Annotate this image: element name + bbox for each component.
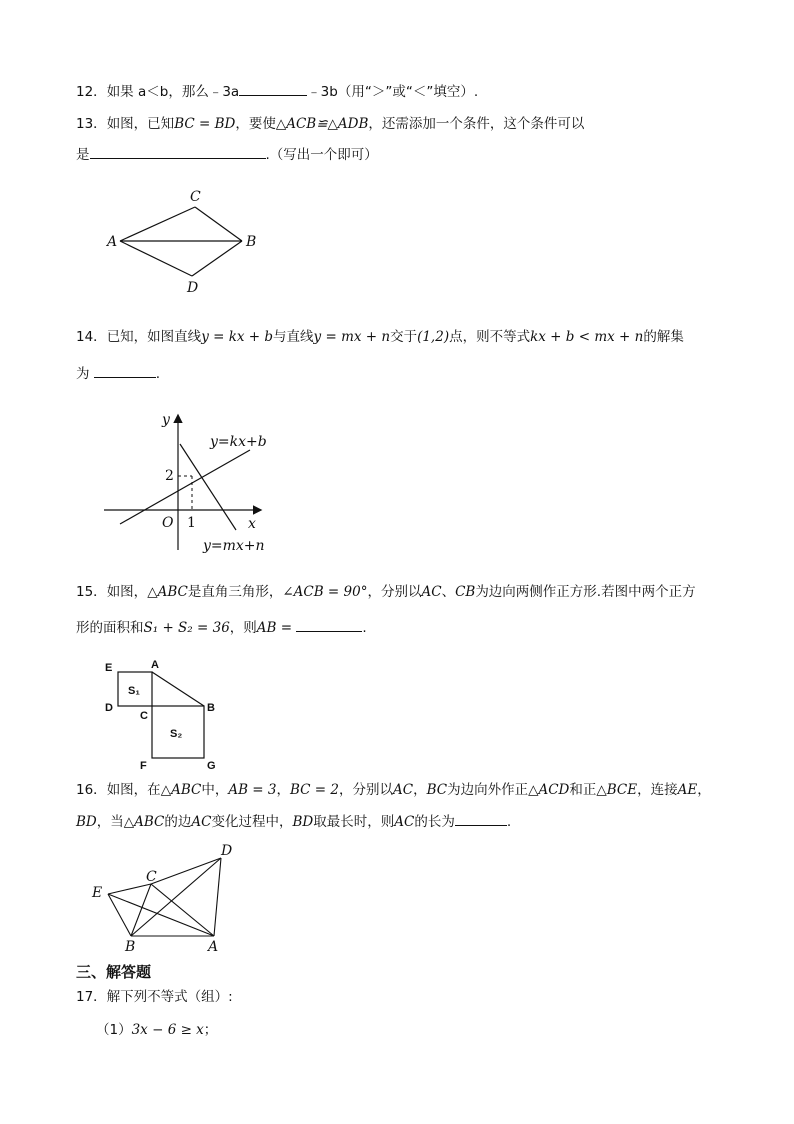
label-S1: S₁ bbox=[128, 685, 140, 697]
label-x: x bbox=[248, 516, 256, 532]
label-B: B bbox=[207, 702, 215, 714]
question-14-line2: 为 . bbox=[76, 366, 161, 382]
section-heading: 三、解答题 bbox=[76, 963, 152, 981]
tick-1: 1 bbox=[187, 515, 196, 531]
answer-blank[interactable] bbox=[94, 365, 156, 378]
question-13-line2: 是 .（写出一个即可） bbox=[76, 147, 378, 163]
question-13-line1: 13．如图，已知BC = BD，要使△ACB≌△ADB，还需添加一个条件，这个条件可以 bbox=[76, 116, 585, 132]
question-15-line1: 15．如图，△ABC是直角三角形，∠ACB = 90°，分别以AC、CB为边向两侧作正方形.若图中两个正方 bbox=[76, 584, 696, 600]
label-G: G bbox=[207, 760, 216, 772]
label-B: B bbox=[246, 234, 257, 250]
figure-q14-lines bbox=[100, 408, 280, 560]
question-17-part1: （1）3x − 6 ≥ x； bbox=[96, 1022, 218, 1038]
label-A: A bbox=[208, 939, 219, 955]
answer-blank[interactable] bbox=[239, 83, 307, 96]
label-line-mx-n: y=mx+n bbox=[203, 538, 265, 554]
figure-q15-squares bbox=[100, 655, 230, 773]
tick-2: 2 bbox=[165, 468, 174, 484]
label-A: A bbox=[107, 234, 118, 250]
label-F: F bbox=[140, 760, 147, 772]
label-C: C bbox=[140, 710, 148, 722]
answer-blank[interactable] bbox=[455, 813, 507, 826]
question-17: 17．解下列不等式（组）: bbox=[76, 989, 233, 1005]
label-A: A bbox=[151, 659, 159, 671]
answer-blank[interactable] bbox=[296, 619, 362, 632]
question-15-line2: 形的面积和S₁ + S₂ = 36，则AB = . bbox=[76, 620, 367, 636]
label-origin: O bbox=[162, 515, 174, 531]
question-16-line2: BD，当△ABC的边AC变化过程中，BD取最长时，则AC的长为 . bbox=[76, 814, 512, 830]
label-C: C bbox=[146, 869, 157, 885]
label-B: B bbox=[125, 939, 136, 955]
answer-blank[interactable] bbox=[90, 146, 266, 159]
label-D: D bbox=[187, 280, 199, 296]
label-D: D bbox=[105, 702, 113, 714]
figure-q16-triangles bbox=[88, 840, 248, 955]
line-kx-b bbox=[120, 450, 250, 524]
label-E: E bbox=[105, 662, 113, 674]
label-S2: S₂ bbox=[170, 728, 183, 740]
question-12: 12．如果 a＜b，那么﹣3a ﹣3b（用“＞”或“＜”填空）. bbox=[76, 84, 479, 100]
question-14-line1: 14．已知，如图直线y = kx + b与直线y = mx + n交于(1,2)点，则不等式kx + b < mx + n的解集 bbox=[76, 329, 684, 345]
label-line-kx-b: y=kx+b bbox=[210, 434, 267, 450]
label-y: y bbox=[162, 412, 170, 428]
label-D: D bbox=[221, 843, 233, 859]
figure-q13-kite bbox=[100, 185, 270, 300]
label-C: C bbox=[190, 189, 201, 205]
label-E: E bbox=[92, 885, 103, 901]
question-16-line1: 16．如图，在△ABC中，AB = 3，BC = 2，分别以AC，BC为边向外作正△ACD和正△BCE，连接AE， bbox=[76, 782, 711, 798]
